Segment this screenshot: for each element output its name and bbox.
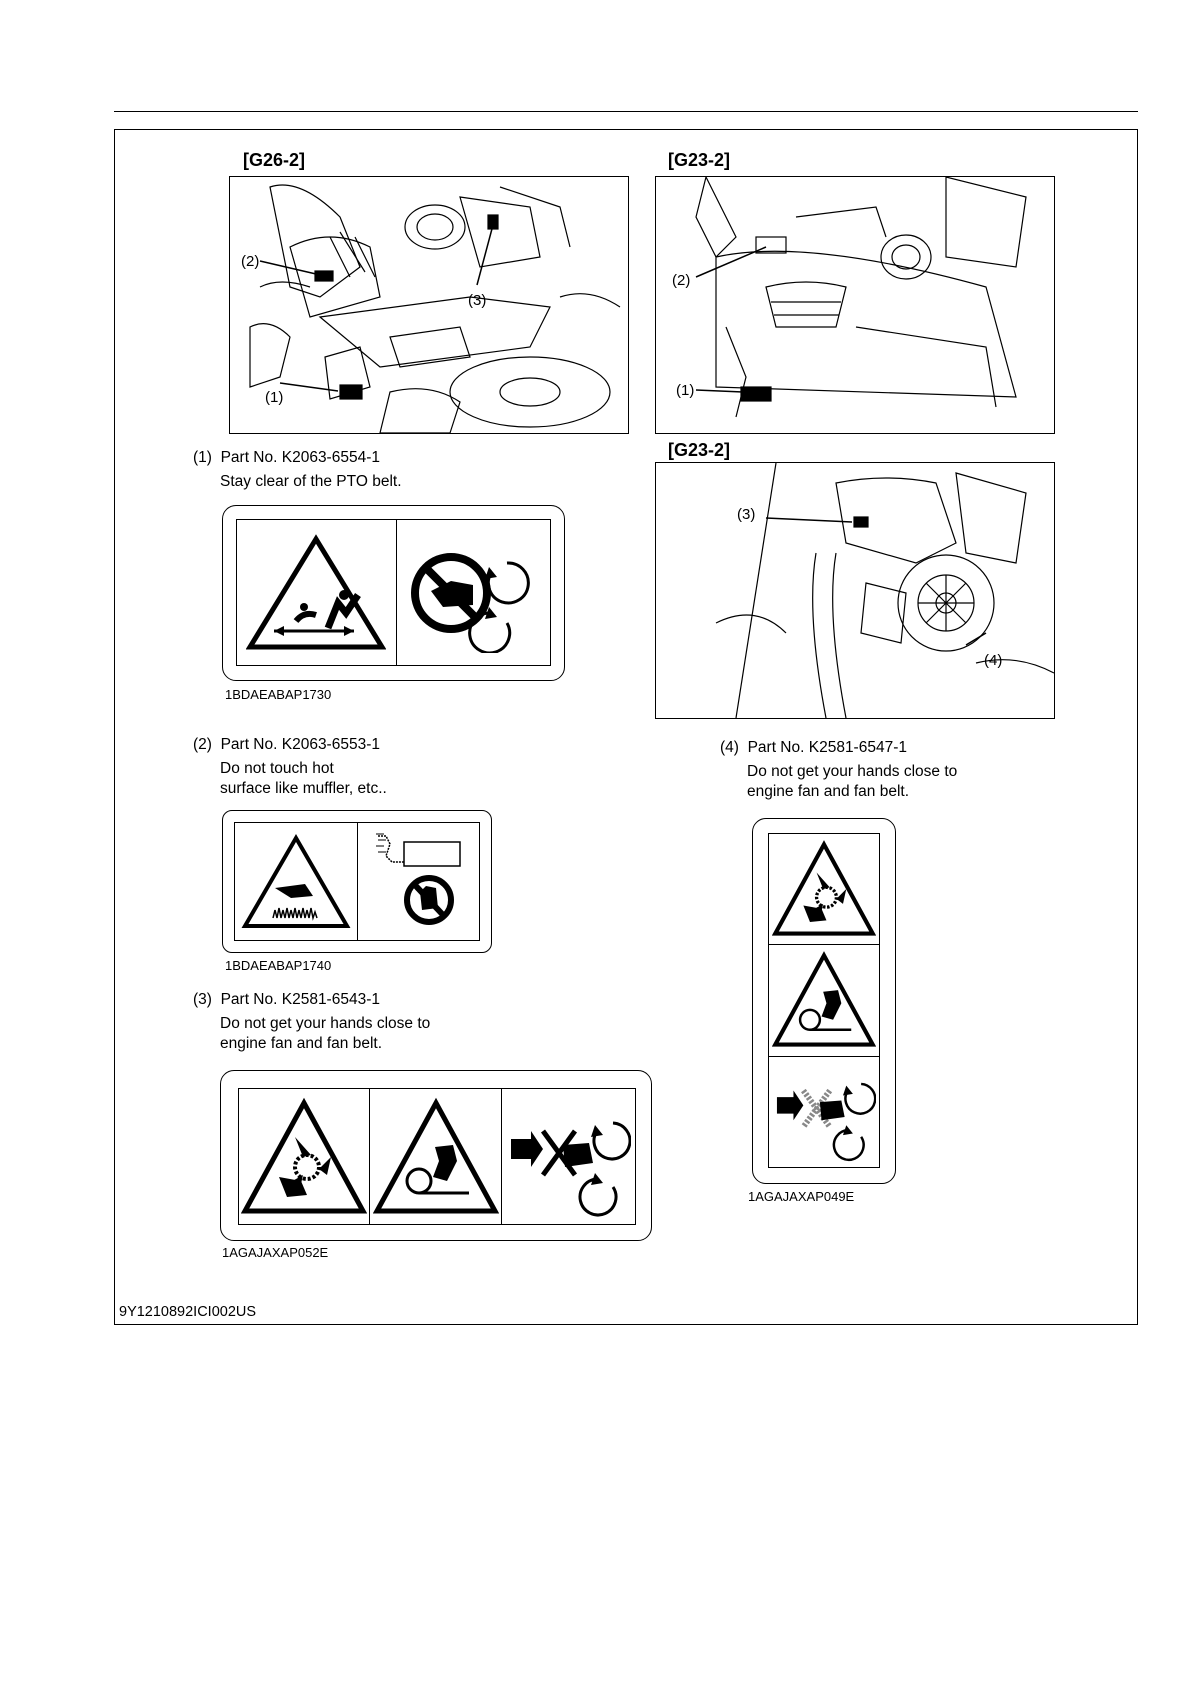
item-4-desc-line1: Do not get your hands close to	[747, 763, 958, 780]
item-4-code: 1AGAJAXAP049E	[748, 1189, 855, 1204]
figure-title-g23-bottom: [G23-2]	[668, 440, 731, 460]
figure-title-g23-top: [G23-2]	[668, 150, 731, 170]
item-3-desc-line1: Do not get your hands close to	[220, 1015, 431, 1032]
item-4-header	[720, 738, 907, 758]
callout-2-left: (2)	[241, 253, 260, 270]
callout-3-left: (3)	[468, 292, 487, 309]
item-4-desc-line2: engine fan and fan belt.	[747, 783, 910, 800]
muffler-icon	[358, 823, 479, 940]
item-1-desc: Stay clear of the PTO belt.	[220, 473, 402, 490]
hand-cross-icon	[769, 1057, 879, 1167]
figure-title-g26: [G26-2]	[243, 150, 306, 170]
callout-1-left: (1)	[265, 389, 284, 406]
label-k2581-6543	[220, 1070, 652, 1241]
tractor-g23-engine-illustration	[655, 462, 1055, 719]
no-hand-icon	[397, 520, 550, 665]
item-4-part: Part No. K2581-6547-1	[747, 739, 907, 756]
item-1-code: 1BDAEABAP1730	[225, 687, 332, 702]
label-k2063-6554	[222, 505, 565, 681]
item-3-code: 1AGAJAXAP052E	[222, 1245, 329, 1260]
callout-3-right: (3)	[737, 506, 756, 523]
tractor-g26-illustration	[229, 176, 629, 434]
item-3-header	[193, 990, 380, 1010]
item-3-desc-line2: engine fan and fan belt.	[220, 1035, 383, 1052]
label-k2581-6547	[752, 818, 896, 1184]
item-4-number: (4)	[720, 739, 739, 756]
belt-warning-icon	[769, 945, 879, 1056]
hand-cross-icon	[502, 1089, 635, 1224]
item-2-header	[193, 735, 380, 755]
entanglement-warning-icon	[237, 520, 397, 665]
belt-warning-icon	[370, 1089, 501, 1224]
label-k2063-6553	[222, 810, 492, 953]
tractor-g23-front-illustration	[655, 176, 1055, 434]
callout-2-right: (2)	[672, 272, 691, 289]
hot-surface-warning-icon	[235, 823, 358, 940]
item-2-code: 1BDAEABAP1740	[225, 958, 332, 973]
top-rule	[114, 111, 1138, 112]
item-2-desc-line1: Do not touch hot	[220, 760, 334, 777]
callout-4-right: (4)	[984, 652, 1003, 669]
item-1-part: Part No. K2063-6554-1	[220, 449, 380, 466]
item-2-number: (2)	[193, 736, 212, 753]
item-2-desc-line2: surface like muffler, etc..	[220, 780, 387, 797]
item-1-header	[193, 448, 380, 468]
document-footer-code: 9Y1210892ICI002US	[119, 1304, 257, 1320]
item-3-number: (3)	[193, 991, 212, 1008]
item-2-part: Part No. K2063-6553-1	[220, 736, 380, 753]
item-3-part: Part No. K2581-6543-1	[220, 991, 380, 1008]
fan-warning-icon	[239, 1089, 370, 1224]
item-1-number: (1)	[193, 449, 212, 466]
callout-1-right: (1)	[676, 382, 695, 399]
fan-warning-icon	[769, 834, 879, 945]
